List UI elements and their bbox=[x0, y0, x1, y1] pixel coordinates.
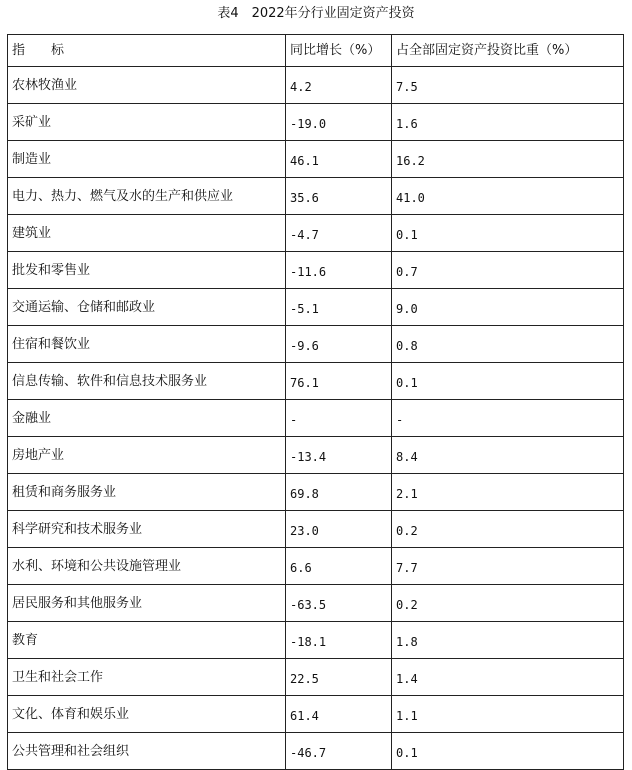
table-row bbox=[8, 178, 624, 215]
industry-cell: 建筑业 bbox=[8, 215, 286, 252]
industry-cell: 采矿业 bbox=[8, 104, 286, 141]
growth-cell: 61.4 bbox=[286, 696, 392, 733]
table-row bbox=[8, 696, 624, 733]
share-cell: 9.0 bbox=[392, 289, 624, 326]
share-cell: 1.1 bbox=[392, 696, 624, 733]
share-cell: - bbox=[392, 400, 624, 437]
table-row bbox=[8, 400, 624, 437]
industry-cell: 交通运输、仓储和邮政业 bbox=[8, 289, 286, 326]
growth-cell: 4.2 bbox=[286, 67, 392, 104]
table-row bbox=[8, 326, 624, 363]
header-industry: 指 标 bbox=[8, 35, 286, 67]
share-cell: 0.1 bbox=[392, 733, 624, 770]
industry-cell: 教育 bbox=[8, 622, 286, 659]
table-row bbox=[8, 437, 624, 474]
industry-cell: 租赁和商务服务业 bbox=[8, 474, 286, 511]
share-cell: 41.0 bbox=[392, 178, 624, 215]
investment-table bbox=[7, 34, 624, 770]
industry-cell: 电力、热力、燃气及水的生产和供应业 bbox=[8, 178, 286, 215]
industry-cell: 金融业 bbox=[8, 400, 286, 437]
table-row bbox=[8, 363, 624, 400]
growth-cell: -9.6 bbox=[286, 326, 392, 363]
growth-cell: 69.8 bbox=[286, 474, 392, 511]
growth-cell: -4.7 bbox=[286, 215, 392, 252]
growth-cell: 46.1 bbox=[286, 141, 392, 178]
table-row bbox=[8, 289, 624, 326]
growth-cell: -11.6 bbox=[286, 252, 392, 289]
share-cell: 0.8 bbox=[392, 326, 624, 363]
growth-cell: -18.1 bbox=[286, 622, 392, 659]
share-cell: 0.7 bbox=[392, 252, 624, 289]
growth-cell: 35.6 bbox=[286, 178, 392, 215]
industry-cell: 卫生和社会工作 bbox=[8, 659, 286, 696]
share-cell: 7.5 bbox=[392, 67, 624, 104]
share-cell: 0.1 bbox=[392, 215, 624, 252]
growth-cell: -19.0 bbox=[286, 104, 392, 141]
table-row bbox=[8, 67, 624, 104]
share-cell: 0.2 bbox=[392, 585, 624, 622]
table-caption: 表4 2022年分行业固定资产投资 bbox=[217, 6, 415, 21]
share-cell: 7.7 bbox=[392, 548, 624, 585]
industry-cell: 文化、体育和娱乐业 bbox=[8, 696, 286, 733]
growth-cell: -46.7 bbox=[286, 733, 392, 770]
growth-cell: -5.1 bbox=[286, 289, 392, 326]
industry-cell: 农林牧渔业 bbox=[8, 67, 286, 104]
share-cell: 16.2 bbox=[392, 141, 624, 178]
table-row bbox=[8, 104, 624, 141]
table-row bbox=[8, 511, 624, 548]
industry-cell: 科学研究和技术服务业 bbox=[8, 511, 286, 548]
share-cell: 1.8 bbox=[392, 622, 624, 659]
table-row bbox=[8, 252, 624, 289]
growth-cell: 23.0 bbox=[286, 511, 392, 548]
table-row bbox=[8, 733, 624, 770]
share-cell: 1.6 bbox=[392, 104, 624, 141]
share-cell: 1.4 bbox=[392, 659, 624, 696]
table-row bbox=[8, 622, 624, 659]
growth-cell: 76.1 bbox=[286, 363, 392, 400]
industry-cell: 信息传输、软件和信息技术服务业 bbox=[8, 363, 286, 400]
growth-cell: -63.5 bbox=[286, 585, 392, 622]
table-row bbox=[8, 585, 624, 622]
table-row bbox=[8, 548, 624, 585]
share-cell: 2.1 bbox=[392, 474, 624, 511]
growth-cell: 22.5 bbox=[286, 659, 392, 696]
industry-cell: 水利、环境和公共设施管理业 bbox=[8, 548, 286, 585]
share-cell: 0.2 bbox=[392, 511, 624, 548]
header-share: 占全部固定资产投资比重（%） bbox=[392, 35, 624, 67]
growth-cell: 6.6 bbox=[286, 548, 392, 585]
industry-cell: 居民服务和其他服务业 bbox=[8, 585, 286, 622]
industry-cell: 批发和零售业 bbox=[8, 252, 286, 289]
industry-cell: 住宿和餐饮业 bbox=[8, 326, 286, 363]
industry-cell: 房地产业 bbox=[8, 437, 286, 474]
header-growth: 同比增长（%） bbox=[286, 35, 392, 67]
industry-cell: 公共管理和社会组织 bbox=[8, 733, 286, 770]
growth-cell: - bbox=[286, 400, 392, 437]
industry-cell: 制造业 bbox=[8, 141, 286, 178]
share-cell: 0.1 bbox=[392, 363, 624, 400]
table-header-row bbox=[8, 35, 624, 67]
growth-cell: -13.4 bbox=[286, 437, 392, 474]
table-row bbox=[8, 215, 624, 252]
share-cell: 8.4 bbox=[392, 437, 624, 474]
table-row bbox=[8, 141, 624, 178]
table-row bbox=[8, 474, 624, 511]
